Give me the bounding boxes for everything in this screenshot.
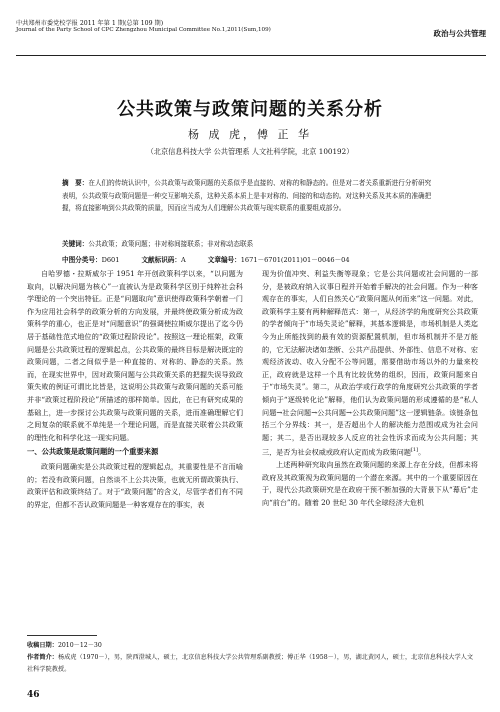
section-heading: 一、公共政策是政策问题的一个重要来源 — [27, 447, 159, 457]
body-paragraph: 上述两种研究取向虽然在政策问题的来源上存在分歧，但都未将政府及其政策视为政策问题的一个潜在来源。其中的一个重要原因在于，现代公共政策研究是在政府干预不断加强的大背景下从“幕后”走向“前台”的。随着 20 世纪 30 年代全球经济大危机 — [262, 460, 478, 508]
section-label: 政治与公共管理 — [433, 29, 486, 38]
affiliation: （北京信息科技大学 公共管理系 人文社科学院，北京 100192） — [146, 147, 354, 156]
journal-name-cn: 中共郑州市委党校学报 2011 年第 1 期(总第 109 期) — [16, 20, 164, 27]
citation-ref: [1] — [410, 447, 419, 454]
header-rule — [16, 55, 486, 56]
body-column-left — [27, 268, 243, 511]
doc-code-label: 文献标识码： — [141, 256, 181, 264]
abstract-label: 摘 要： — [62, 179, 89, 187]
body-text: 现为价值冲突、利益失衡等现象；它是公共问题或社会问题的一部分，是被政府纳入议事日程并开始着手解决的社会问题。作为一种客观存在的事实，人们自然关心“政策问题从何而来”这一问题。对此，政策科学主要有两种解释范式：第一，从经济学的角度研究公共政策的学者倾向于“市场失灵论”解释，其基本逻辑是，市场机制是人类迄今为止所能找到的最有效的资源配置机制，但市场机制并不是万能的，它无法解决诸如垄断、公共产品提供、外部性、信息不对称、宏观经济波动、收入分配不公等问题，需要借助市场以外的力量来校正，政府就是这样一个具有比较优势的组织，因而，政策问题来自于“市场失灵”。第二，从政治学或行政学的角度研究公共政策的学者倾向于“逐级转化论”解释，他们认为政策问题的形成遵循的是“私人问题→社会问题→公共问题→公共政策问题”这一逻辑链条。该链条包括三个分界线：其一，是否超出个人的解决能力范围或成为社会问题；其二，是否出现较多人反应的社会性诉求而成为公共问题；其三，是否为社会权威或政府认定而成为政策问题 — [262, 269, 478, 457]
body-paragraph — [262, 268, 478, 459]
article-no-value: 1671－6701(2011)01－0046－04 — [240, 256, 350, 264]
keywords — [62, 238, 432, 248]
keywords-text: 公共政策；政策问题；非对称间接联系；非对称动态联系 — [88, 240, 254, 248]
clc-value: D601 — [101, 256, 120, 264]
authors: 杨 成 虎，傅 正 华 — [188, 128, 312, 141]
keywords-label: 关键词： — [62, 240, 89, 248]
journal-name-en: Journal of the Party School of CPC Zhengzhou Municipal Committee No.1,2011(Sum,109) — [16, 27, 271, 33]
received-label: 收稿日期： — [27, 642, 58, 649]
received-date: 2010－12－30 — [57, 642, 102, 649]
abstract-text: 在人们的传统认识中，公共政策与政策问题的关系似乎是直接的、对称的和静态的。但是对二者关系重新进行分析研究表明，公共政策与政策问题是一种交互影响关系，这种关系本质上是非对称的、间接的和动态的。对这种关系及其本质的准确把握，将直接影响到公共政策的质量，因而应当成为人们理解公共政策与现实联系的重要组成部分。 — [62, 179, 432, 212]
page-number: 46 — [27, 690, 40, 700]
footnote-rule — [27, 635, 97, 636]
footnote — [27, 640, 477, 676]
classification-line — [62, 254, 452, 264]
article-no-label: 文章编号： — [207, 256, 241, 264]
author-info: 杨成虎（1970－），男，陕西澄城人，硕士，北京信息科技大学公共管理系副教授；傅正华（1958－），男，湖北黄冈人，硕士，北京信息科技大学人文社科学院教授。 — [27, 654, 474, 673]
doc-code-value: A — [181, 256, 186, 264]
body-paragraph: 政策问题确实是公共政策过程的逻辑起点，其重要性是不言而喻的；若没有政策问题，自然谈不上公共决策，也就无所谓政策执行、政策评估和政策终结了。对于“政策问题”的含义，尽管学者们有不同的界定，但都不否认政策问题是一种客观存在的事实，表 — [27, 461, 243, 509]
body-paragraph: 自哈罗德・拉斯威尔于 1951 年开创政策科学以来，“以问题为取向，以解决问题为核心”一直被认为是政策科学区别于纯粹社会科学理论的一个突出特征。正是“问题取向”意识使得政策科学朝着一门作为应用社会科学的政策分析的方向发展，并最终使政策分析成为政策科学的重心，也正是对“问题意识”的强调使拉斯威尔提出了迄今仍居于基础性范式地位的“政策过程阶段论”。按照这一理论框架，政策问题是公共政策过程的逻辑起点，公共政策的最终目标是解决既定的政策问题，二者之间似乎是一种直接的、对称的、静态的关系。然而，在现实世界中，因对政策问题与公共政策关系的把握失误导致政策失败的例证可谓比比皆是，这说明公共政策与政策问题的关系可能并非“政策过程阶段论”所描述的那样简单。因此，在已有研究成果的基础上，进一步探讨公共政策与政策问题的关系，进而准确理解它们之间复杂的联系就不单纯是一个理论问题，而是直接关联着公共政策的理性化和科学化这一现实问题。 — [27, 269, 243, 442]
body-text-tail: 。 — [418, 447, 426, 457]
author-info-label: 作者简介： — [27, 654, 58, 661]
clc-label: 中图分类号： — [62, 256, 102, 264]
abstract — [62, 177, 432, 215]
body-column-right — [262, 268, 478, 510]
article-title: 公共政策与政策问题的关系分析 — [117, 99, 383, 120]
running-header — [16, 18, 486, 54]
